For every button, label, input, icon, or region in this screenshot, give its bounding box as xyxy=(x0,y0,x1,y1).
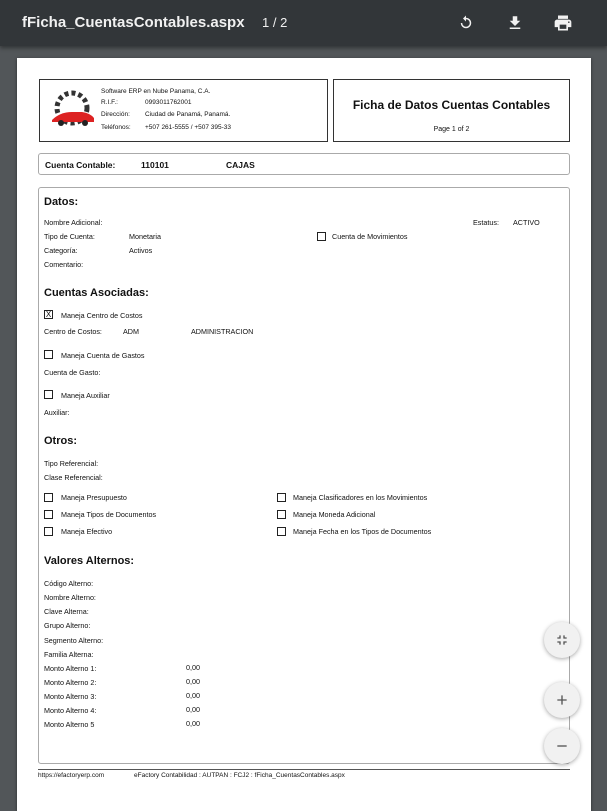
tipo-cuenta-value: Monetaria xyxy=(129,232,161,241)
centro-costos-checkbox: X xyxy=(45,310,52,319)
rotate-icon[interactable] xyxy=(453,10,479,36)
company-header xyxy=(39,79,328,142)
fit-to-page-button[interactable] xyxy=(544,622,580,658)
cuenta-movimientos-checkbox xyxy=(317,232,326,241)
account-label: Cuenta Contable: xyxy=(45,160,116,170)
monto-alterno-5-label: Monto Alterno 5 xyxy=(44,720,95,729)
zoom-in-button[interactable] xyxy=(544,682,580,718)
centro-costos-name: ADMINISTRACION xyxy=(191,327,254,336)
address-value: Ciudad de Panamá, Panamá. xyxy=(145,110,231,118)
download-icon[interactable] xyxy=(502,10,528,36)
maneja-clasificadores-label: Maneja Clasificadores en los Movimientos xyxy=(293,493,428,502)
fecha-checkbox xyxy=(277,527,286,536)
auxiliar-label: Auxiliar: xyxy=(44,408,70,417)
monto-alterno-4-value: 0,00 xyxy=(186,705,200,714)
clasificadores-checkbox xyxy=(277,493,286,502)
phones-value: +507 261-5555 / +507 395-33 xyxy=(145,123,232,131)
details-box xyxy=(38,187,570,764)
monto-alterno-3-value: 0,00 xyxy=(186,691,200,700)
nombre-alterno-label: Nombre Alterno: xyxy=(44,593,96,602)
categoria-label: Categoría: xyxy=(44,246,78,255)
datos-heading: Datos: xyxy=(44,196,79,208)
alternos-heading: Valores Alternos: xyxy=(44,555,135,567)
cuenta-movimientos-label: Cuenta de Movimientos xyxy=(332,232,408,241)
account-name: CAJAS xyxy=(226,160,255,170)
categoria-value: Activos xyxy=(129,246,153,255)
grupo-alterno-label: Grupo Alterno: xyxy=(44,621,91,630)
company-info xyxy=(101,86,231,133)
maneja-presupuesto-label: Maneja Presupuesto xyxy=(61,493,127,502)
footer-divider xyxy=(38,769,570,770)
auxiliar-checkbox xyxy=(44,390,53,399)
cuenta-gastos-checkbox xyxy=(44,350,53,359)
efectivo-checkbox xyxy=(44,527,53,536)
print-icon[interactable] xyxy=(550,10,576,36)
page-indicator: 1 / 2 xyxy=(262,15,288,30)
rif-label: R.I.F.: xyxy=(101,99,118,107)
moneda-checkbox xyxy=(277,510,286,519)
address-label: Dirección: xyxy=(101,110,130,118)
company-logo-icon xyxy=(46,88,98,132)
clase-referencial-label: Clase Referencial: xyxy=(44,473,103,482)
maneja-fecha-label: Maneja Fecha en los Tipos de Documentos xyxy=(293,527,432,536)
maneja-moneda-label: Maneja Moneda Adicional xyxy=(293,510,376,519)
account-box xyxy=(38,153,570,175)
maneja-tipos-documentos-label: Maneja Tipos de Documentos xyxy=(61,510,157,519)
familia-alterna-label: Familia Alterna: xyxy=(44,650,94,659)
report-page xyxy=(17,58,591,811)
rif-value: 0993011762001 xyxy=(145,99,192,107)
maneja-efectivo-label: Maneja Efectivo xyxy=(61,527,113,536)
maneja-centro-label: Maneja Centro de Costos xyxy=(61,311,143,320)
cuenta-gasto-label: Cuenta de Gasto: xyxy=(44,368,101,377)
centro-costos-code: ADM xyxy=(123,327,139,336)
maneja-auxiliar-label: Maneja Auxiliar xyxy=(61,391,110,400)
viewer-toolbar xyxy=(0,0,607,46)
codigo-alterno-label: Código Alterno: xyxy=(44,579,94,588)
tipos-documentos-checkbox xyxy=(44,510,53,519)
maneja-gastos-label: Maneja Cuenta de Gastos xyxy=(61,351,145,360)
monto-alterno-2-label: Monto Alterno 2: xyxy=(44,678,97,687)
company-name: Software ERP en Nube Panama, C.A. xyxy=(101,88,211,95)
zoom-in-icon xyxy=(554,692,570,708)
segmento-alterno-label: Segmento Alterno: xyxy=(44,636,104,645)
otros-heading: Otros: xyxy=(44,435,77,447)
report-title: Ficha de Datos Cuentas Contables xyxy=(352,98,551,112)
nombre-adicional-label: Nombre Adicional: xyxy=(44,218,103,227)
estatus-value: ACTIVO xyxy=(513,218,540,227)
asociadas-heading: Cuentas Asociadas: xyxy=(44,287,149,299)
fit-to-page-icon xyxy=(554,632,570,648)
monto-alterno-1-value: 0,00 xyxy=(186,663,200,672)
tipo-cuenta-label: Tipo de Cuenta: xyxy=(44,232,95,241)
footer-url: https://efactoryerp.com xyxy=(38,772,105,779)
estatus-label: Estatus: xyxy=(473,218,499,227)
report-title-box xyxy=(333,79,570,142)
monto-alterno-4-label: Monto Alterno 4: xyxy=(44,706,97,715)
monto-alterno-1-label: Monto Alterno 1: xyxy=(44,664,97,673)
monto-alterno-2-value: 0,00 xyxy=(186,677,200,686)
account-code: 110101 xyxy=(141,160,169,170)
file-name: fFicha_CuentasContables.aspx xyxy=(22,14,245,31)
monto-alterno-5-value: 0,00 xyxy=(186,719,200,728)
tipo-referencial-label: Tipo Referencial: xyxy=(44,459,99,468)
report-page-info: Page 1 of 2 xyxy=(433,126,470,133)
phones-label: Teléfonos: xyxy=(101,123,131,131)
footer-info: eFactory Contabilidad : AUTPAN : FCJ2 : fFicha_CuentasContables.aspx xyxy=(134,772,345,779)
zoom-out-button[interactable] xyxy=(544,728,580,764)
monto-alterno-3-label: Monto Alterno 3: xyxy=(44,692,97,701)
clave-alterna-label: Clave Alterna: xyxy=(44,607,89,616)
comentario-label: Comentario: xyxy=(44,260,84,269)
zoom-out-icon xyxy=(554,738,570,754)
centro-costos-label: Centro de Costos: xyxy=(44,327,102,336)
presupuesto-checkbox xyxy=(44,493,53,502)
